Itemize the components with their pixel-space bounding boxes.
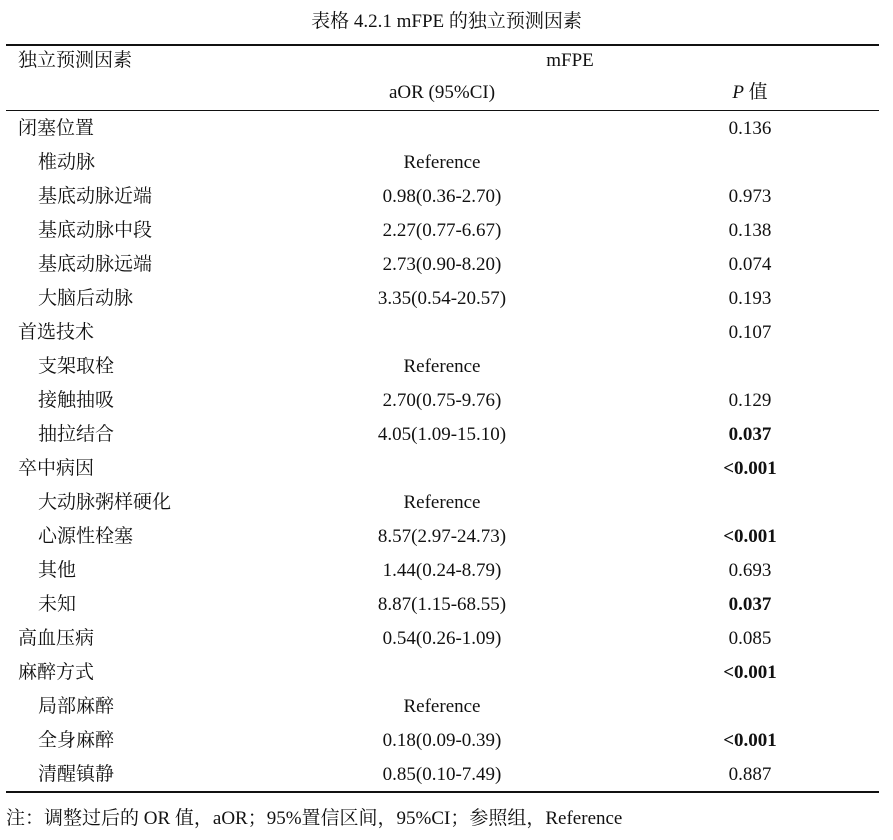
row-aor-value: 1.44(0.24-8.79): [382, 560, 502, 581]
row-factor-label: 其他: [38, 560, 77, 581]
table-header-rule: [6, 110, 879, 111]
row-aor-value: 2.27(0.77-6.67): [382, 220, 502, 241]
row-factor-label: 未知: [38, 594, 77, 615]
row-factor-label: 高血压病: [18, 628, 95, 649]
row-factor-label: 首选技术: [18, 322, 95, 343]
row-aor-value: 4.05(1.09-15.10): [377, 424, 507, 445]
row-aor-value: 3.35(0.54-20.57): [377, 288, 507, 309]
row-factor-label: 大动脉粥样硬化: [38, 492, 172, 513]
table-row: [0, 486, 893, 520]
row-factor-label: 基底动脉中段: [38, 220, 153, 241]
table-row: [0, 350, 893, 384]
header-group-mfpe: mFPE: [546, 50, 594, 71]
table-row: [0, 656, 893, 690]
row-factor-label: 大脑后动脉: [38, 288, 134, 309]
row-p-value: 0.136: [728, 118, 772, 139]
row-factor-label: 全身麻醉: [38, 730, 115, 751]
row-factor-label: 局部麻醉: [38, 696, 115, 717]
table-row: [0, 724, 893, 758]
header-factor: 独立预测因素: [18, 50, 133, 71]
row-aor-value: Reference: [403, 492, 481, 513]
table-row: [0, 588, 893, 622]
table-row: [0, 384, 893, 418]
row-p-value: 0.138: [728, 220, 772, 241]
row-aor-value: Reference: [403, 152, 481, 173]
row-factor-label: 基底动脉远端: [38, 254, 153, 275]
table-note: 注：调整过后的 OR 值，aOR；95%置信区间，95%CI；参照组，Reference: [6, 808, 623, 829]
table-title: 表格 4.2.1 mFPE 的独立预测因素: [311, 11, 582, 32]
table-row: [0, 622, 893, 656]
row-factor-label: 基底动脉近端: [38, 186, 153, 207]
row-p-value: 0.193: [728, 288, 772, 309]
table-row: [0, 248, 893, 282]
row-aor-value: 2.73(0.90-8.20): [382, 254, 502, 275]
row-aor-value: 0.85(0.10-7.49): [382, 764, 502, 785]
header-p-value: [732, 80, 767, 106]
row-factor-label: 接触抽吸: [38, 390, 115, 411]
row-p-value: <0.001: [723, 526, 777, 547]
table-row: [0, 418, 893, 452]
row-aor-value: Reference: [403, 356, 481, 377]
row-p-value: 0.973: [728, 186, 772, 207]
row-p-value: 0.074: [728, 254, 772, 275]
row-aor-value: 8.57(2.97-24.73): [377, 526, 507, 547]
row-p-value: <0.001: [723, 730, 777, 751]
row-p-value: 0.129: [728, 390, 772, 411]
row-factor-label: 心源性栓塞: [38, 526, 134, 547]
row-p-value: 0.037: [728, 594, 772, 615]
table-row: [0, 554, 893, 588]
table-row: [0, 758, 893, 792]
row-factor-label: 闭塞位置: [18, 118, 95, 139]
row-aor-value: 2.70(0.75-9.76): [382, 390, 502, 411]
table-row: [0, 180, 893, 214]
row-aor-value: 0.98(0.36-2.70): [382, 186, 502, 207]
row-factor-label: 麻醉方式: [18, 662, 95, 683]
table-row: [0, 316, 893, 350]
header-aor: aOR (95%CI): [388, 82, 496, 103]
row-p-value: <0.001: [723, 458, 777, 479]
row-aor-value: 8.87(1.15-68.55): [377, 594, 507, 615]
table-row: [0, 690, 893, 724]
table-row: [0, 146, 893, 180]
row-p-value: 0.693: [728, 560, 772, 581]
row-p-value: <0.001: [723, 662, 777, 683]
header-p-italic: P: [732, 82, 744, 103]
row-p-value: 0.037: [728, 424, 772, 445]
row-factor-label: 椎动脉: [38, 152, 96, 173]
row-aor-value: Reference: [403, 696, 481, 717]
row-aor-value: 0.54(0.26-1.09): [382, 628, 502, 649]
table-bottom-rule: [6, 791, 879, 793]
row-p-value: 0.107: [728, 322, 772, 343]
table-row: [0, 112, 893, 146]
table-row: [0, 520, 893, 554]
table-row: [0, 214, 893, 248]
row-p-value: 0.085: [728, 628, 772, 649]
row-factor-label: 卒中病因: [18, 458, 95, 479]
row-aor-value: 0.18(0.09-0.39): [382, 730, 502, 751]
table-row: [0, 452, 893, 486]
row-factor-label: 抽拉结合: [38, 424, 115, 445]
row-factor-label: 支架取栓: [38, 356, 115, 377]
row-p-value: 0.887: [728, 764, 772, 785]
row-factor-label: 清醒镇静: [38, 764, 115, 785]
header-p-suffix: 值: [743, 82, 768, 103]
table-top-rule: [6, 44, 879, 46]
table-row: [0, 282, 893, 316]
